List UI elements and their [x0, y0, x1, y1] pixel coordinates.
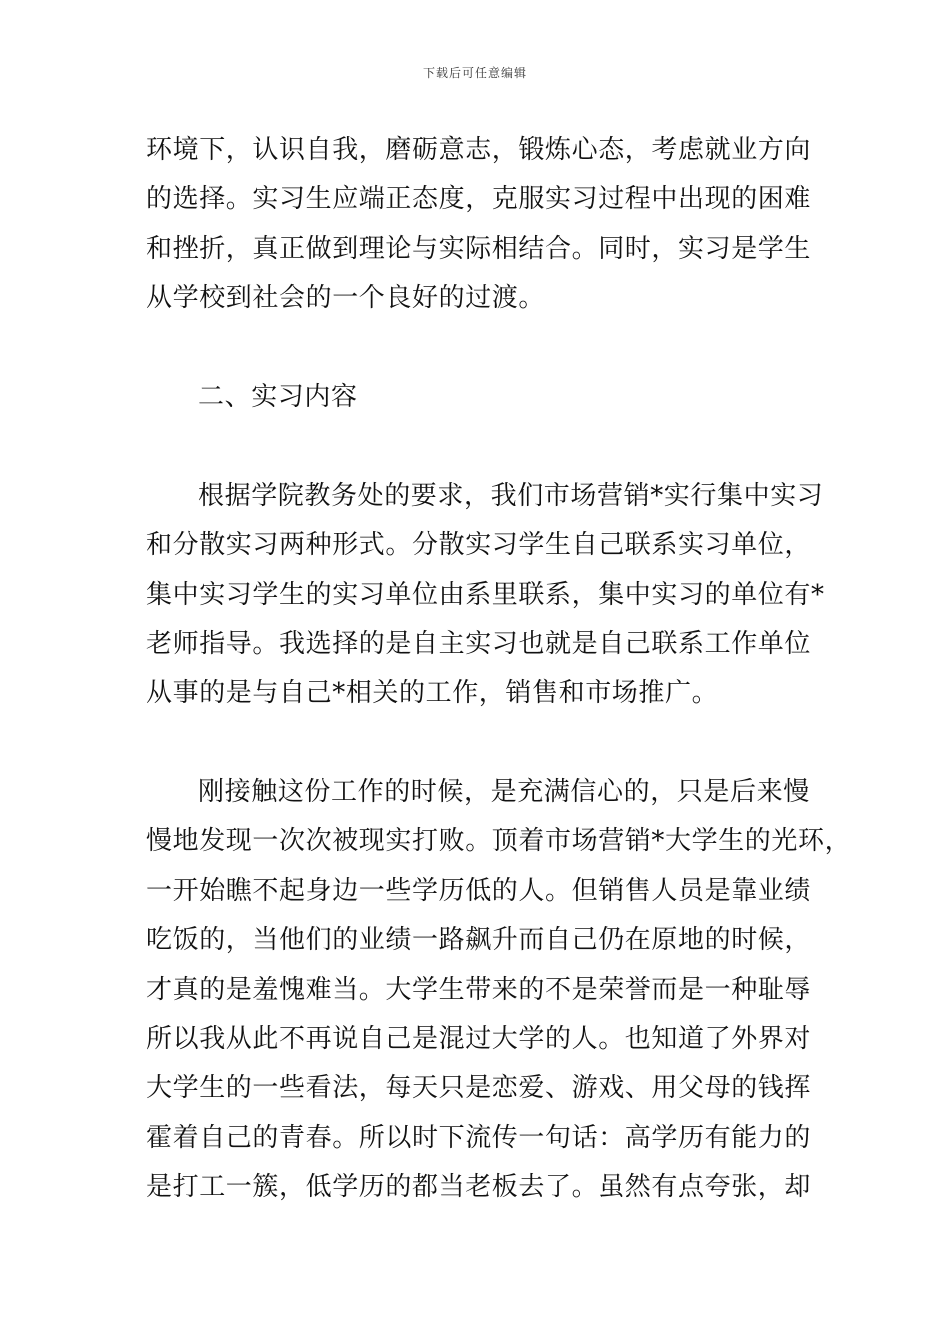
section-heading	[146, 373, 816, 422]
text-line: 根据学院教务处的要求，我们市场营销*实行集中实习	[198, 480, 824, 511]
paragraph-gap	[146, 422, 816, 471]
paragraph-work-experience	[146, 768, 852, 1213]
text-line: 所以我从此不再说自己是混过大学的人。也知道了外界对	[146, 1024, 812, 1055]
document-body	[146, 126, 852, 1213]
text-line: 和分散实习两种形式。分散实习学生自己联系实习单位，	[146, 530, 812, 561]
text-line: 从事的是与自己*相关的工作，销售和市场推广。	[146, 678, 719, 709]
paragraph-internship-content	[146, 472, 825, 719]
page-header: 下载后可任意编辑	[422, 66, 527, 80]
text-line: 环境下，认识自我，磨砺意志，锻炼心态，考虑就业方向	[146, 135, 812, 165]
text-line: 从学校到社会的一个良好的过渡。	[146, 283, 546, 314]
text-line: 老师指导。我选择的是自主实习也就是自己联系工作单位	[146, 628, 812, 659]
text-line: 是打工一簇，低学历的都当老板去了。虽然有点夸张，却	[146, 1172, 812, 1203]
paragraph-gap	[146, 719, 816, 768]
text-line: 慢地发现一次次被现实打败。顶着市场营销*大学生的光环，	[146, 826, 852, 857]
text-line: 集中实习学生的实习单位由系里联系，集中实习的单位有*	[146, 579, 825, 610]
text-line: 一开始瞧不起身边一些学历低的人。但销售人员是靠业绩	[146, 875, 812, 906]
paragraph-gap	[146, 324, 816, 373]
text-line: 才真的是羞愧难当。大学生带来的不是荣誉而是一种耻辱	[146, 974, 812, 1005]
text-line: 霍着自己的青春。所以时下流传一句话：高学历有能力的	[146, 1122, 812, 1153]
paragraph-intro-continued	[146, 126, 816, 324]
text-line: 吃饭的，当他们的业绩一路飙升而自己仍在原地的时候，	[146, 925, 812, 956]
text-line: 和挫折，真正做到理论与实际相结合。同时，实习是学生	[146, 233, 812, 264]
text-line: 刚接触这份工作的时候，是充满信心的，只是后来慢	[198, 777, 810, 808]
text-line: 大学生的一些看法，每天只是恋爱、游戏、用父母的钱挥	[146, 1073, 812, 1104]
text-line: 的选择。实习生应端正态度，克服实习过程中出现的困难	[146, 184, 812, 215]
section-heading-text: 二、实习内容	[198, 381, 358, 412]
